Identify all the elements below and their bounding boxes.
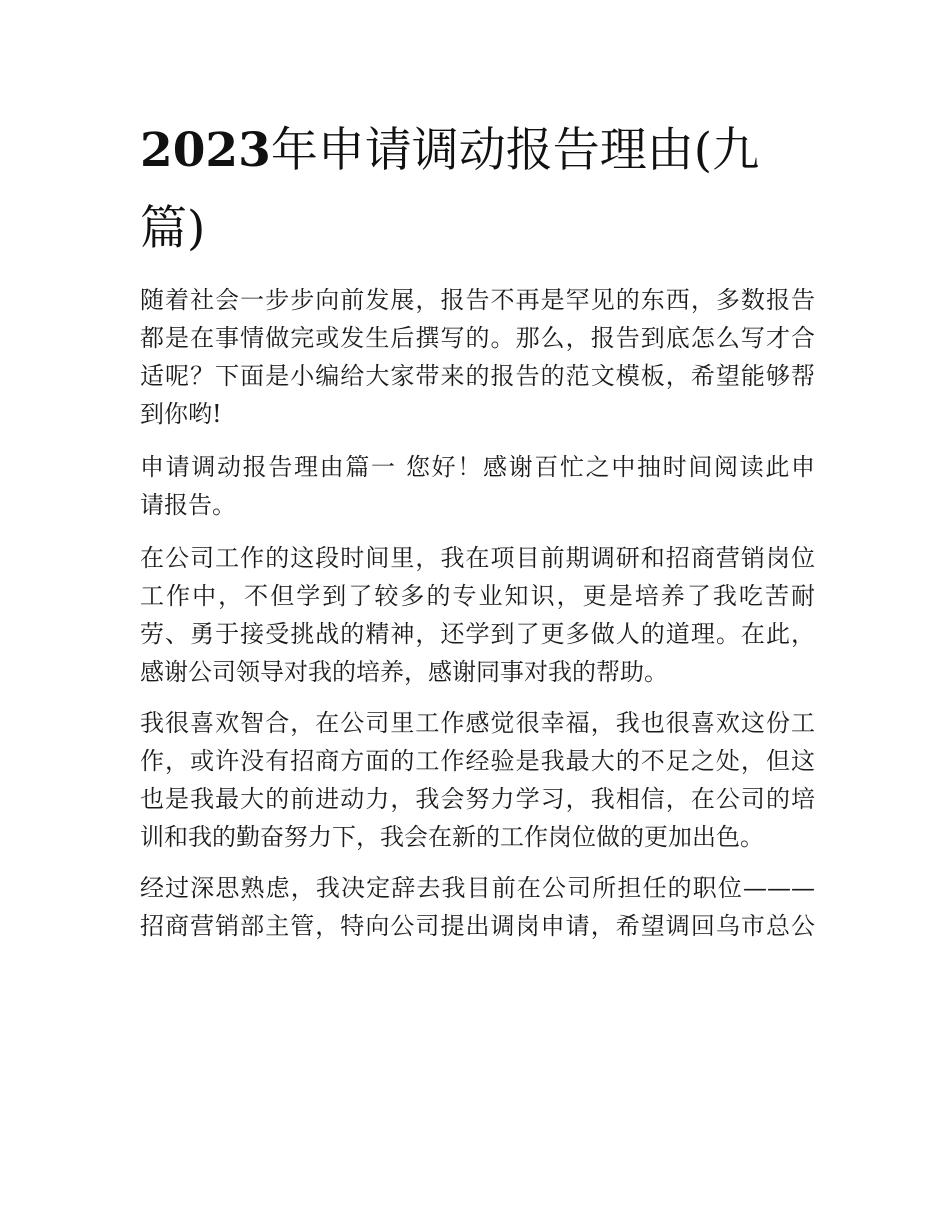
document-title: [140, 112, 820, 268]
text-line: 请报告。: [140, 491, 236, 519]
text-line: 申请调动报告理由篇一 您好！感谢百忙之中抽时间阅读此申: [140, 453, 815, 481]
title-line1-rest: 年申请调动报告理由(九: [270, 123, 760, 178]
text-line: 招商营销部主管，特向公司提出调岗申请，希望调回乌市总公: [140, 912, 815, 940]
text-line: 训和我的勤奋努力下，我会在新的工作岗位做的更加出色。: [140, 823, 764, 851]
title-line2: 篇): [140, 201, 206, 256]
paragraph-intro: [140, 281, 815, 433]
text-line: 都是在事情做完或发生后撰写的。那么，报告到底怎么写才合: [140, 324, 815, 352]
text-line: 作，或许没有招商方面的工作经验是我最大的不足之处，但这: [140, 747, 815, 775]
paragraph-decision: [140, 869, 815, 945]
paragraph-greeting: [140, 448, 815, 524]
text-line: 我很喜欢智合，在公司里工作感觉很幸福，我也很喜欢这份工: [140, 709, 815, 737]
text-line: 也是我最大的前进动力，我会努力学习，我相信，在公司的培: [140, 785, 815, 813]
text-line: 感谢公司领导对我的培养，感谢同事对我的帮助。: [140, 658, 668, 686]
text-line: 随着社会一步步向前发展，报告不再是罕见的东西，多数报告: [140, 286, 815, 314]
document-body: [140, 281, 815, 945]
text-line: 劳、勇于接受挑战的精神，还学到了更多做人的道理。在此，: [140, 620, 815, 648]
text-line: 经过深思熟虑，我决定辞去我目前在公司所担任的职位———: [140, 874, 815, 902]
text-line: 工作中，不但学到了较多的专业知识，更是培养了我吃苦耐: [140, 582, 815, 610]
paragraph-motivation: [140, 704, 815, 856]
text-line: 到你哟!: [140, 400, 222, 428]
title-year: 2023: [140, 123, 271, 178]
text-line: 适呢？下面是小编给大家带来的报告的范文模板，希望能够帮: [140, 362, 815, 390]
paragraph-experience: [140, 539, 815, 691]
text-line: 在公司工作的这段时间里，我在项目前期调研和招商营销岗位: [140, 544, 815, 572]
